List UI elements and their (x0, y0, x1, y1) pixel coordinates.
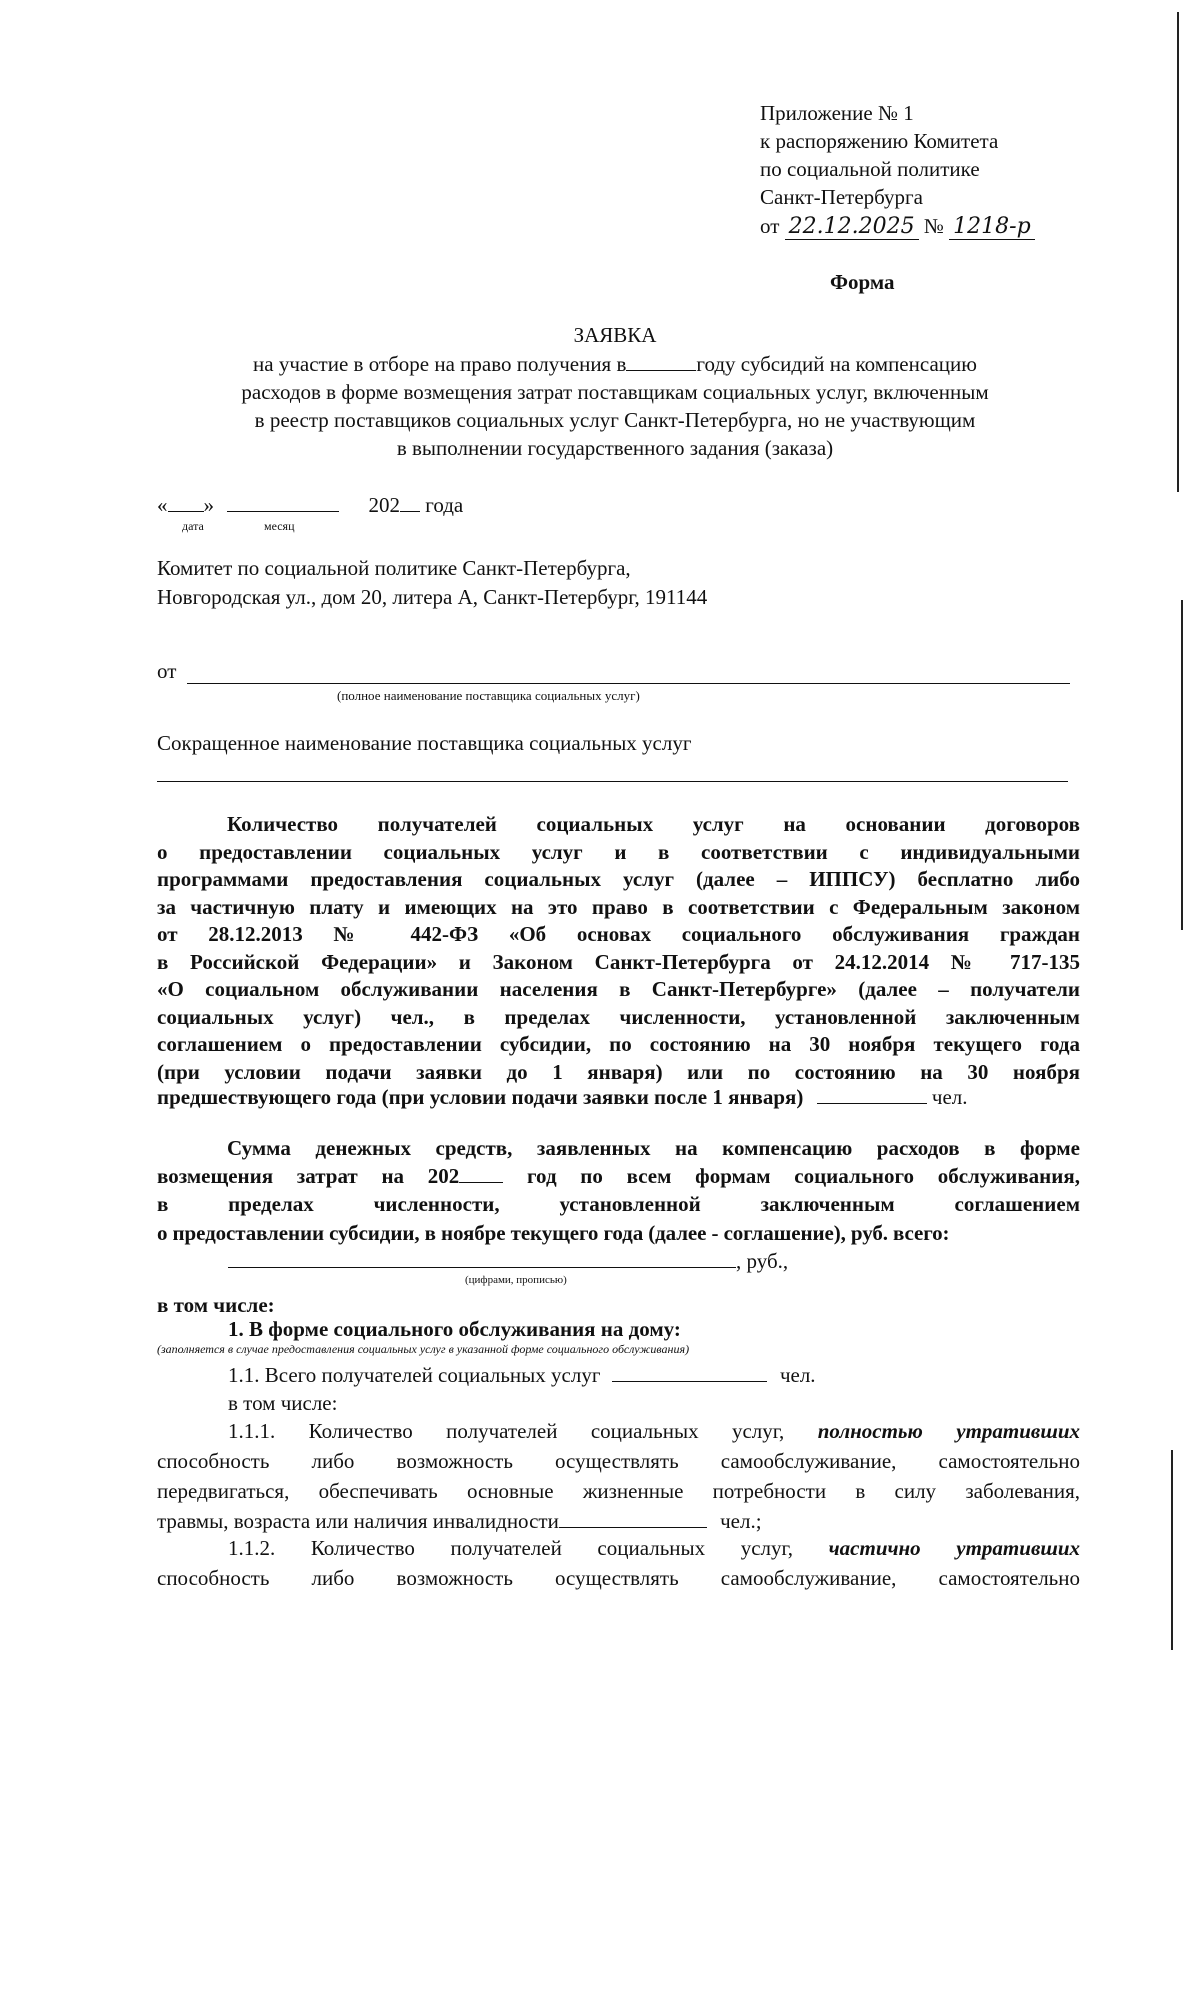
title-line: на участие в отборе на право получения в году субсидий на компенсацию (253, 352, 977, 376)
sum-amount-line: , руб., (228, 1246, 788, 1276)
appendix-line: по социальной политике (760, 157, 980, 181)
recipients-paragraph (157, 811, 1080, 1086)
para-line: за частичную плату и имеющих на это право в соответствии с Федеральным законом (157, 894, 1080, 919)
appendix-line: Санкт-Петербурга (760, 185, 923, 209)
item-1-1-1-blank[interactable] (559, 1509, 707, 1528)
appendix-line: Приложение № 1 (760, 101, 914, 125)
para-line: в пределах численности, установленной заключенным соглашением (157, 1192, 1080, 1216)
document-title: ЗАЯВКА (573, 323, 657, 347)
appendix-line: к распоряжению Комитета (760, 129, 999, 153)
appendix-date-line (760, 211, 1035, 242)
section1-heading: 1. В форме социального обслуживания на дому: (228, 1317, 681, 1341)
para-line: в Российской Федерации» и Законом Санкт-Петербурга от 24.12.2014 № 717-135 (157, 949, 1080, 974)
provider-full-name-field[interactable] (187, 683, 1070, 684)
recipients-count-blank[interactable] (817, 1085, 927, 1104)
recipients-last-line: предшествующего года (при условии подачи заявки после 1 января) чел. (157, 1085, 968, 1109)
from-prefix: от (760, 214, 780, 238)
caption-month: месяц (264, 519, 295, 533)
item-1-1-including: в том числе: (228, 1391, 338, 1415)
para-line: Сумма денежных средств, заявленных на компенсацию расходов в форме (227, 1136, 1080, 1160)
caption-day: дата (182, 519, 204, 533)
addressee-line: Новгородская ул., дом 20, литера А, Санкт-Петербург, 191144 (157, 585, 708, 609)
addressee-line: Комитет по социальной политике Санкт-Петербурга, (157, 556, 631, 580)
sum-last-line: о предоставлении субсидии, в ноябре текущего года (далее - соглашение), руб. всего: (157, 1221, 950, 1245)
sum-amount-blank[interactable] (228, 1249, 736, 1268)
item-1-1: 1.1. Всего получателей социальных услуг чел. (228, 1363, 816, 1387)
title-line: в реестр поставщиков социальных услуг Санкт-Петербурга, но не участвующим (254, 408, 976, 432)
year-blank[interactable] (626, 352, 696, 371)
section1-note: (заполняется в случае предоставления социальных услуг в указанной форме социального обслуживания) (157, 1342, 690, 1356)
para-line: о предоставлении социальных услуг и в соответствии с индивидуальными (157, 839, 1080, 864)
item-1-1-blank[interactable] (612, 1363, 767, 1382)
day-blank[interactable] (168, 493, 204, 512)
title-line: расходов в форме возмещения затрат поставщикам социальных услуг, включенным (241, 380, 989, 404)
para-line: социальных услуг) чел., в пределах численности, установленной заключенным (157, 1004, 1080, 1029)
title-line: в выполнении государственного задания (заказа) (396, 436, 834, 460)
year-suffix-blank[interactable] (400, 493, 420, 512)
item-1-1-1: 1.1.1. Количество получателей социальных услуг, полностью утративших способность либо возможность осуществлять самообслуживание, самостоятельно передвигаться, обеспечивать основные жизненные потребности в силу заболевания, травмы, возраста или наличия инвалидности чел.; (157, 1419, 1080, 1533)
para-line: «О социальном обслуживании населения в Санкт-Петербурге» (далее – получатели (157, 977, 1080, 1001)
para-line: программами предоставления социальных услуг (далее – ИППСУ) бесплатно либо (157, 867, 1080, 891)
number-sign: № (923, 214, 944, 238)
including-label: в том числе: (157, 1293, 275, 1317)
from-label: от (157, 659, 177, 683)
sum-caption: (цифрами, прописью) (465, 1274, 567, 1286)
item-1-1-2: 1.1.2. Количество получателей социальных услуг, частично утративших способность либо возможность осуществлять самообслуживание, самостоятельно (157, 1536, 1080, 1590)
para-line: от 28.12.2013 № 442-ФЗ «Об основах социального обслуживания граждан (157, 922, 1080, 946)
para-line: возмещения затрат на 202 год по всем формам социального обслуживания, (157, 1164, 1080, 1188)
para-line: соглашением о предоставлении субсидии, по состоянию на 30 ноября текущего года (157, 1032, 1080, 1056)
para-line: Количество получателей социальных услуг на основании договоров (227, 812, 1080, 836)
provider-full-name-caption: (полное наименование поставщика социальных услуг) (337, 688, 640, 703)
sum-paragraph (157, 1134, 1080, 1218)
scan-edge-mark (1181, 600, 1183, 930)
month-blank[interactable] (227, 493, 339, 512)
scan-edge-mark (1171, 1450, 1173, 1650)
para-line: (при условии подачи заявки до 1 января) или по состоянию на 30 ноября (157, 1059, 1080, 1084)
date-line: « » 202 года (157, 493, 464, 517)
form-label: Форма (830, 270, 895, 294)
handwritten-date: 22.12.2025 (785, 214, 919, 240)
short-name-label: Сокращенное наименование поставщика социальных услуг (157, 731, 692, 755)
short-name-field[interactable] (157, 781, 1068, 782)
handwritten-number: 1218-р (949, 214, 1035, 240)
sum-year-blank[interactable] (459, 1164, 503, 1183)
